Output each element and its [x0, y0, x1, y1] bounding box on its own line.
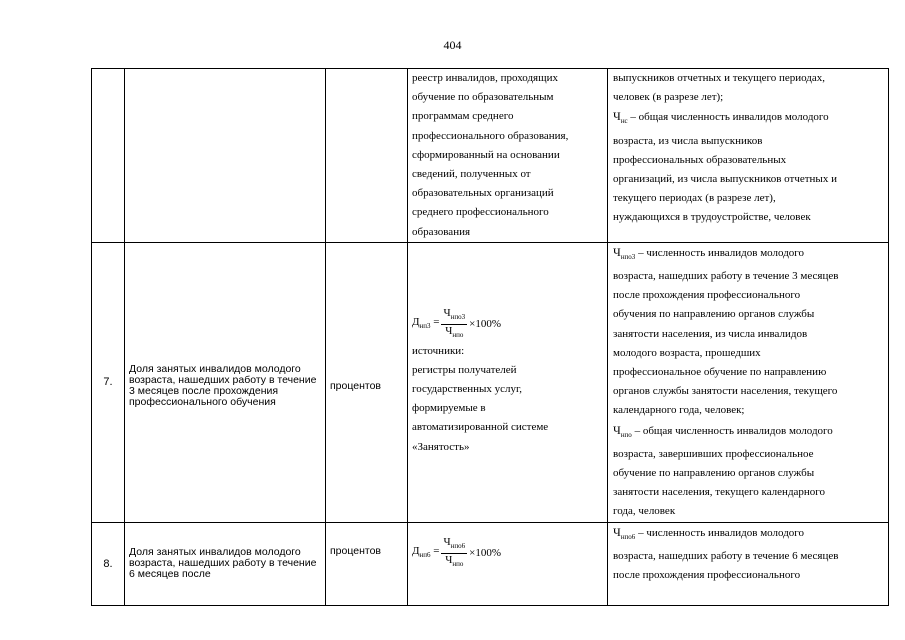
text-line: регистры получателей [412, 363, 517, 376]
text-line: государственных услуг, [412, 383, 523, 396]
text-line: года, человек [613, 505, 676, 518]
table-row-continuation [92, 69, 889, 243]
variable-definition: $Ч_{нпо3}$ – численность инвалидов молодого [613, 244, 805, 261]
unit-label: процентов [326, 242, 408, 522]
text-line: сформированный на основании [412, 148, 560, 161]
description-cell [608, 522, 889, 605]
text-line: возраста, завершивших профессиональное [613, 447, 814, 460]
page-number: 404 [443, 38, 462, 52]
text-line: выпускников отчетных и текущего периодах, [613, 72, 826, 84]
description-cell [608, 242, 889, 522]
text-line: человек (в разрезе лет); [613, 91, 724, 104]
text-line: возраста, нашедших работу в течение 6 месяцев [613, 549, 839, 562]
text-line: профессиональных образовательных [613, 153, 787, 166]
text-line: молодого возраста, прошедших [613, 346, 761, 359]
text-line: календарного года, человек; [613, 404, 745, 417]
source-text [412, 69, 603, 242]
description-cell [608, 69, 889, 243]
text-line: возраста, из числа выпускников [613, 134, 763, 147]
indicator-name-cell [125, 69, 326, 243]
description-text [613, 132, 884, 228]
variable-definition: $Ч_{нпо6}$ – численность инвалидов молодого [613, 524, 805, 541]
text-line: реестр инвалидов, проходящих [412, 72, 558, 84]
text-line: образования [412, 225, 471, 238]
row-number: 8. [92, 522, 125, 605]
unit-label: процентов [326, 522, 408, 605]
text-line: нуждающихся в трудоустройстве, человек [613, 211, 811, 224]
source-cell [408, 242, 608, 522]
formula: $Д_{нп6}$ = $\frac{Ч_{нпо6}}{Ч_{нпо}}$ ×100% [412, 536, 502, 569]
variable-definition: $Ч_{нс}$ – общая численность инвалидов молодого [613, 109, 829, 126]
text-line: текущего периодах (в разрезе лет), [613, 192, 776, 205]
text-line: организаций, из числа выпускников отчетных и [613, 173, 837, 186]
text-line: обучение по образовательным [412, 91, 554, 104]
formula: $Д_{нп3}$ = $\frac{Ч_{нпо3}}{Ч_{нпо}}$ ×100% [412, 307, 502, 340]
indicator-name: Доля занятых инвалидов молодого возраста, нашедших работу в течение 3 месяцев после прохождения профессионального обучения [125, 242, 326, 522]
text-line: после прохождения профессионального [613, 289, 801, 302]
text-line: профессионального образования, [412, 129, 569, 142]
indicator-name: Доля занятых инвалидов молодого возраста, нашедших работу в течение 6 месяцев после [125, 522, 326, 605]
text-line: профессиональное обучение по направлению [613, 366, 827, 379]
text-line: среднего профессионального [412, 206, 549, 219]
text-line: возраста, нашедших работу в течение 3 месяцев [613, 270, 839, 283]
description-text [613, 267, 884, 421]
table-row-7 [92, 242, 889, 522]
description-text [613, 445, 884, 522]
text-line: автоматизированной системе [412, 421, 549, 434]
text-line: занятости населения, текущего календарного [613, 486, 826, 499]
row-number-cell [92, 69, 125, 243]
text-line: после прохождения профессионального [613, 569, 801, 582]
source-cell [408, 522, 608, 605]
indicators-table [91, 68, 889, 606]
text-line: «Занятость» [412, 440, 470, 453]
table-row-8 [92, 522, 889, 605]
text-line: обучение по направлению органов службы [613, 467, 815, 480]
text-line: сведений, полученных от [412, 168, 531, 181]
description-text [613, 547, 884, 585]
text-line: органов службы занятости населения, текущего [613, 385, 838, 398]
source-cell [408, 69, 608, 243]
text-line: источники: [412, 344, 465, 357]
variable-definition: $Ч_{нпо}$ – общая численность инвалидов молодого [613, 422, 833, 439]
text-line: формируемые в [412, 402, 486, 415]
description-text [613, 69, 884, 107]
text-line: обучения по направлению органов службы [613, 308, 815, 321]
text-line: программам среднего [412, 110, 514, 123]
text-line: занятости населения, из числа инвалидов [613, 327, 808, 340]
unit-cell [326, 69, 408, 243]
row-number: 7. [92, 242, 125, 522]
source-text [412, 342, 603, 457]
text-line: образовательных организаций [412, 187, 554, 200]
